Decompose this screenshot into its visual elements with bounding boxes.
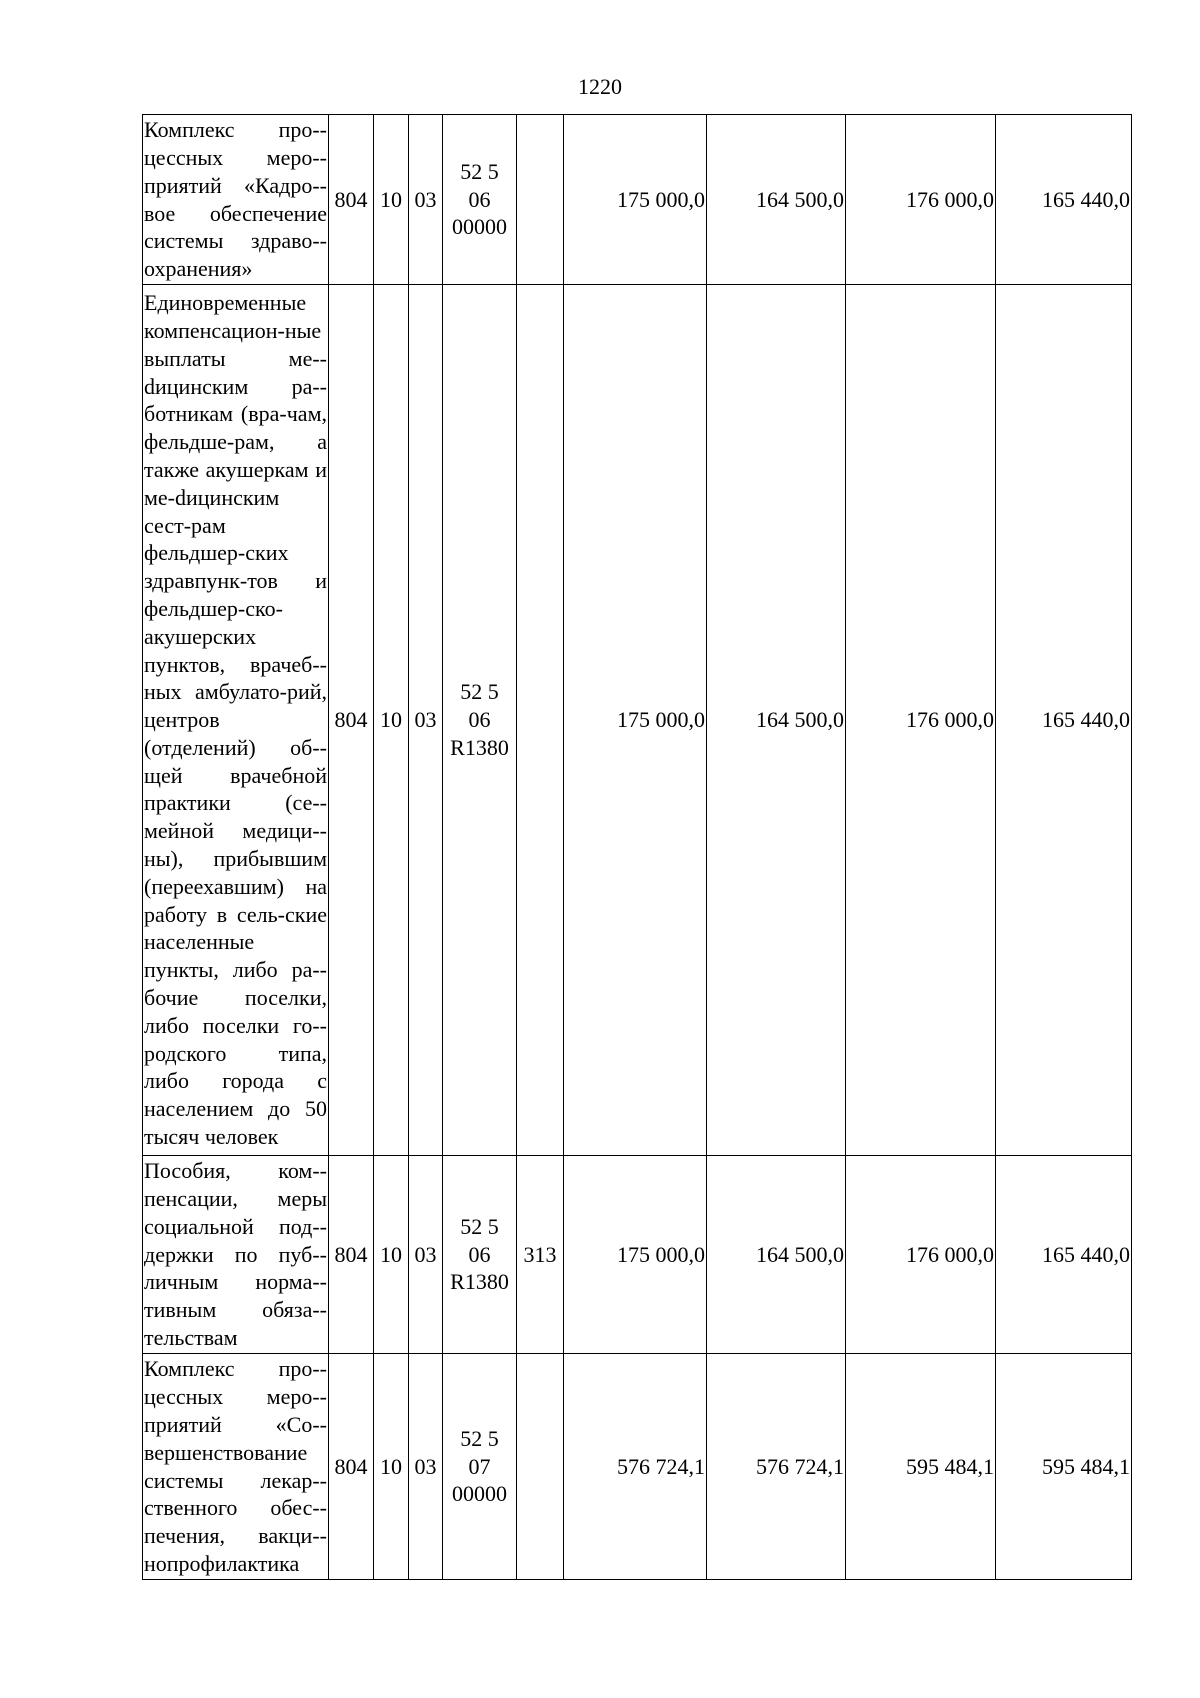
amount-4: 165 440,0	[996, 115, 1132, 285]
target-article: 52 5 07 00000	[443, 1354, 517, 1580]
amount-3: 176 000,0	[846, 1156, 996, 1354]
amount-2: 164 500,0	[707, 285, 846, 1156]
table-row	[143, 285, 1132, 1156]
section-code: 10	[374, 285, 409, 1156]
expense-type	[517, 285, 564, 1156]
subsection-code: 03	[409, 1354, 443, 1580]
subsection-code: 03	[409, 285, 443, 1156]
expense-type: 313	[517, 1156, 564, 1354]
expense-type	[517, 1354, 564, 1580]
table-row	[143, 1156, 1132, 1354]
target-article: 52 5 06 R1380	[443, 285, 517, 1156]
page-number: 1220	[578, 74, 622, 99]
expense-type	[517, 115, 564, 285]
amount-4: 595 484,1	[996, 1354, 1132, 1580]
ministry-code: 804	[329, 1354, 374, 1580]
target-article: 52 5 06 00000	[443, 115, 517, 285]
amount-2: 576 724,1	[707, 1354, 846, 1580]
ministry-code: 804	[329, 115, 374, 285]
target-article: 52 5 06 R1380	[443, 1156, 517, 1354]
amount-3: 595 484,1	[846, 1354, 996, 1580]
amount-1: 576 724,1	[564, 1354, 707, 1580]
amount-1: 175 000,0	[564, 285, 707, 1156]
amount-2: 164 500,0	[707, 115, 846, 285]
amount-4: 165 440,0	[996, 285, 1132, 1156]
section-code: 10	[374, 115, 409, 285]
table-row	[143, 115, 1132, 285]
table-row	[143, 1354, 1132, 1580]
subsection-code: 03	[409, 115, 443, 285]
amount-2: 164 500,0	[707, 1156, 846, 1354]
row-description: Комплекс про-цессных меро-приятий «Кадро-вое обеспечение системы здраво-охранения»	[143, 115, 329, 285]
amount-3: 176 000,0	[846, 285, 996, 1156]
amount-1: 175 000,0	[564, 115, 707, 285]
row-description: Единовременные компенсацион-ные выплаты ме-dицинским ра-ботникам (вра-чам, фельдше-рам, а также акушеркам и ме-dицинским сест-рам фельдшер-ских здравпунк-тов и фельдшер-ско-акушерских пунктов, врачеб-ных амбулато-рий, центров (отделений) об-щей врачебной практики (се-мейной медици-ны), прибывшим (переехавшим) на работу в сель-ские населенные пункты, либо ра-бочие поселки, либо поселки го-родского типа, либо города с населением до 50 тысяч человек	[143, 285, 329, 1156]
row-description: Комплекс про-цессных меро-приятий «Со-вершенствование системы лекар-ственного обес-печения, вакци-нопрофилактика	[143, 1354, 329, 1580]
ministry-code: 804	[329, 285, 374, 1156]
budget-table	[142, 114, 1132, 1580]
subsection-code: 03	[409, 1156, 443, 1354]
row-description: Пособия, ком-пенсации, меры социальной под-держки по пуб-личным норма-тивным обяза-тельствам	[143, 1156, 329, 1354]
ministry-code: 804	[329, 1156, 374, 1354]
section-code: 10	[374, 1354, 409, 1580]
amount-3: 176 000,0	[846, 115, 996, 285]
amount-4: 165 440,0	[996, 1156, 1132, 1354]
section-code: 10	[374, 1156, 409, 1354]
amount-1: 175 000,0	[564, 1156, 707, 1354]
